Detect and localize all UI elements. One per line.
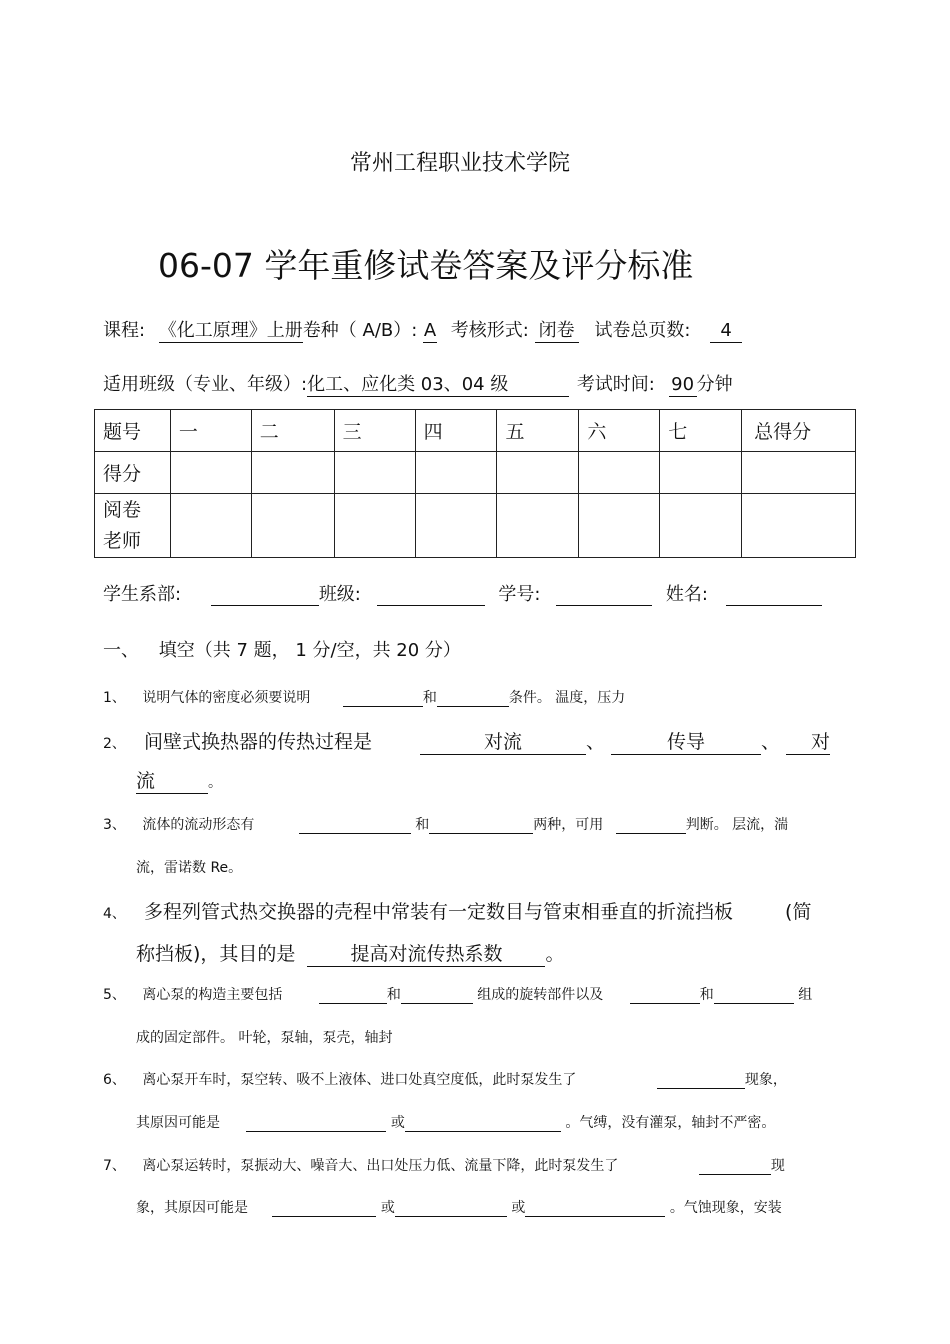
course-value: 《化工原理》上册 [158,320,303,341]
question-end: 。 [545,943,565,965]
grader-cell[interactable] [660,494,742,558]
answer-blank[interactable] [395,1202,507,1217]
answer-value: 流 [136,771,208,794]
paper-type-label: 卷种（ A/B）: [302,320,418,341]
score-cell[interactable] [251,452,334,494]
answer-blank[interactable] [437,692,509,707]
answer-blank[interactable] [630,989,700,1004]
score-cell[interactable] [170,452,251,494]
score-cell[interactable] [579,452,660,494]
question-4 [103,897,811,924]
question-text: 组成的旋转部件以及 [477,987,604,1003]
question-text: 或 [511,1200,526,1216]
grader-row-label [95,494,171,558]
question-5-cont: 成的固定部件。 叶轮，泵轴，泵壳，轴封 [136,1030,393,1046]
score-row-label: 得分 [95,452,171,494]
question-2 [103,727,830,755]
question-number: 4、 [103,906,126,922]
question-text: 或 [390,1115,405,1131]
student-class-field[interactable] [377,587,485,606]
separator: 、 [586,731,606,753]
student-name-field[interactable] [726,587,822,606]
student-class-label: 班级: [318,584,361,605]
answer-blank[interactable] [616,819,686,834]
exam-title: 06-07 学年重修试卷答案及评分标准 [158,246,694,285]
question-text: 现 [770,1158,785,1174]
applicable-class-label: 适用班级（专业、年级）: [103,374,308,395]
question-text: 现象， [744,1072,787,1088]
question-4-cont [136,939,564,967]
course-info-row [103,316,742,343]
score-cell[interactable] [497,452,579,494]
grader-label-line1: 阅卷 [103,499,142,522]
answer-blank[interactable] [401,989,473,1004]
question-number: 1、 [103,690,126,706]
question-text: 间壁式换热器的传热过程是 [143,731,372,753]
question-number: 6、 [103,1072,126,1088]
question-6-cont [136,1112,775,1132]
student-id-field[interactable] [556,587,652,606]
question-text: 和 [422,690,437,706]
exam-time-value: 90 [669,375,697,397]
question-7 [103,1155,785,1175]
header-cell: 四 [415,410,497,452]
answer-blank[interactable] [429,819,533,834]
score-cell[interactable] [415,452,497,494]
exam-form-value: 闭卷 [535,321,579,343]
answer-blank[interactable] [699,1160,771,1175]
question-text: 说明气体的密度必须要说明 [142,690,311,706]
separator: 、 [761,731,781,753]
grader-row [95,494,856,558]
question-text: 组 [798,987,813,1003]
exam-time-unit: 分钟 [696,374,733,395]
answer-blank[interactable] [714,989,794,1004]
paper-type-value: A [423,320,437,341]
question-text: 两种，可用 [533,817,604,833]
question-text: 离心泵开车时，泵空转、吸不上液体、进口处真空度低，此时泵发生了 [142,1072,577,1088]
question-text: 判断。 层流，湍 [685,817,789,833]
question-text: 。气蚀现象，安装 [669,1200,782,1216]
question-text: 和 [386,987,401,1003]
header-cell: 五 [497,410,579,452]
school-name: 常州工程职业技术学院 [349,151,570,176]
answer-blank[interactable] [525,1202,665,1217]
question-text: (简 [785,901,812,923]
question-text: 条件。 温度，压力 [508,690,626,706]
section-title: 填空（共 7 题， 1 分/空，共 20 分） [158,640,461,661]
question-text: 离心泵的构造主要包括 [142,987,283,1003]
question-text: 或 [380,1200,395,1216]
applicable-class-value: 化工、应化类 03、04 级 [307,375,569,397]
student-info-row [103,580,822,606]
student-dept-field[interactable] [211,587,319,606]
question-text: 和 [699,987,714,1003]
header-cell: 三 [334,410,415,452]
total-pages-value: 4 [710,321,742,343]
answer-blank[interactable] [272,1202,376,1217]
question-text: 多程列管式热交换器的壳程中常装有一定数目与管束相垂直的折流挡板 [143,901,733,923]
section-number: 一、 [103,640,139,661]
question-3-cont: 流，雷诺数 Re。 [136,860,243,876]
exam-form-label: 考核形式: [450,320,529,341]
question-6 [103,1069,787,1089]
question-number: 7、 [103,1158,126,1174]
header-cell: 一 [170,410,251,452]
question-text: 。气缚，没有灌泵，轴封不严密。 [565,1115,776,1131]
question-number: 2、 [103,736,126,752]
section-heading [103,636,461,662]
header-cell: 二 [251,410,334,452]
score-cell[interactable] [334,452,415,494]
question-text: 其原因可能是 [136,1115,220,1131]
answer-blank[interactable] [405,1117,561,1132]
score-cell[interactable] [660,452,742,494]
question-3 [103,814,788,834]
score-table [94,409,856,558]
question-7-cont [136,1197,782,1217]
header-cell: 七 [660,410,742,452]
grader-label-line2: 老师 [103,529,142,552]
grader-cell[interactable] [334,494,415,558]
total-pages-label: 试卷总页数: [594,320,691,341]
exam-time-label: 考试时间: [576,374,655,395]
score-row [95,452,856,494]
answer-blank[interactable] [246,1117,386,1132]
answer-value: 对流 [420,732,586,755]
grader-cell[interactable] [497,494,579,558]
question-number: 3、 [103,817,126,833]
grader-cell[interactable] [579,494,660,558]
answer-blank[interactable] [319,989,387,1004]
question-text: 离心泵运转时，泵振动大、噪音大、出口处压力低、流量下降，此时泵发生了 [142,1158,619,1174]
student-dept-label: 学生系部: [103,584,182,605]
student-name-label: 姓名: [665,584,708,605]
question-5 [103,984,812,1004]
question-text: 象，其原因可能是 [136,1200,248,1216]
class-info-row [103,370,733,397]
grader-cell[interactable] [251,494,334,558]
grader-cell[interactable] [742,494,856,558]
question-number: 5、 [103,987,126,1003]
question-2-cont [136,770,222,794]
question-end: 。 [208,775,222,791]
grader-cell[interactable] [415,494,497,558]
answer-blank[interactable] [299,819,411,834]
answer-value: 传导 [611,732,761,755]
question-1 [103,687,625,707]
answer-blank[interactable] [343,692,423,707]
student-id-label: 学号: [498,584,541,605]
grader-cell[interactable] [170,494,251,558]
header-cell: 六 [579,410,660,452]
answer-value: 提高对流传热系数 [307,944,545,967]
answer-value: 对 [786,732,830,755]
score-cell[interactable] [742,452,856,494]
score-table-header-row [95,410,856,452]
header-cell: 总得分 [742,410,856,452]
question-text: 流体的流动形态有 [142,817,255,833]
question-text: 称挡板)，其目的是 [136,943,296,965]
question-text: 和 [415,817,430,833]
header-cell: 题号 [95,410,171,452]
answer-blank[interactable] [657,1074,745,1089]
course-label: 课程: [103,320,146,341]
